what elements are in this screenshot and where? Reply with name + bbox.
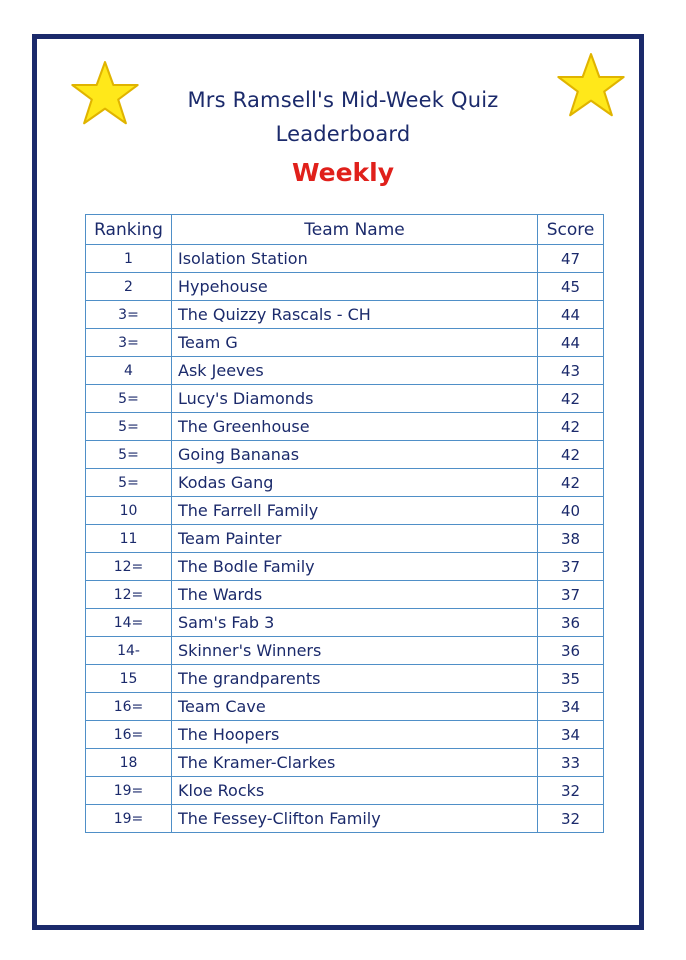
- rank-cell: 12=: [86, 581, 172, 609]
- table-row: [86, 441, 604, 469]
- rank-cell: 5=: [86, 469, 172, 497]
- score-cell: 37: [538, 581, 604, 609]
- score-cell: 36: [538, 609, 604, 637]
- rank-cell: 18: [86, 749, 172, 777]
- score-cell: 38: [538, 525, 604, 553]
- table-row: [86, 609, 604, 637]
- team-name-cell: Hypehouse: [172, 273, 538, 301]
- rank-cell: 15: [86, 665, 172, 693]
- score-cell: 34: [538, 721, 604, 749]
- score-cell: 44: [538, 301, 604, 329]
- table-row: [86, 385, 604, 413]
- team-name-cell: The Kramer-Clarkes: [172, 749, 538, 777]
- table-row: [86, 413, 604, 441]
- rank-cell: 1: [86, 245, 172, 273]
- column-header-ranking: Ranking: [86, 215, 172, 245]
- score-cell: 32: [538, 805, 604, 833]
- leaderboard-table: [85, 214, 604, 833]
- rank-cell: 16=: [86, 693, 172, 721]
- team-name-cell: The Quizzy Rascals - CH: [172, 301, 538, 329]
- table-row: [86, 329, 604, 357]
- table-row: [86, 553, 604, 581]
- team-name-cell: The Wards: [172, 581, 538, 609]
- rank-cell: 5=: [86, 441, 172, 469]
- team-name-cell: Kodas Gang: [172, 469, 538, 497]
- team-name-cell: Team G: [172, 329, 538, 357]
- table-row: [86, 581, 604, 609]
- score-cell: 40: [538, 497, 604, 525]
- table-row: [86, 637, 604, 665]
- team-name-cell: Sam's Fab 3: [172, 609, 538, 637]
- table-row: [86, 749, 604, 777]
- team-name-cell: Kloe Rocks: [172, 777, 538, 805]
- score-cell: 35: [538, 665, 604, 693]
- team-name-cell: The Fessey-Clifton Family: [172, 805, 538, 833]
- score-cell: 33: [538, 749, 604, 777]
- table-row: [86, 469, 604, 497]
- team-name-cell: Skinner's Winners: [172, 637, 538, 665]
- score-cell: 32: [538, 777, 604, 805]
- table-row: [86, 245, 604, 273]
- rank-cell: 4: [86, 357, 172, 385]
- score-cell: 36: [538, 637, 604, 665]
- score-cell: 37: [538, 553, 604, 581]
- table-row: [86, 273, 604, 301]
- column-header-score: Score: [538, 215, 604, 245]
- rank-cell: 19=: [86, 805, 172, 833]
- table-row: [86, 777, 604, 805]
- rank-cell: 19=: [86, 777, 172, 805]
- table-row: [86, 525, 604, 553]
- team-name-cell: Going Bananas: [172, 441, 538, 469]
- score-cell: 42: [538, 385, 604, 413]
- score-cell: 43: [538, 357, 604, 385]
- team-name-cell: Ask Jeeves: [172, 357, 538, 385]
- table-row: [86, 497, 604, 525]
- table-row: [86, 665, 604, 693]
- rank-cell: 16=: [86, 721, 172, 749]
- score-cell: 42: [538, 441, 604, 469]
- table-header-row: [86, 215, 604, 245]
- table-body: [86, 245, 604, 833]
- score-cell: 44: [538, 329, 604, 357]
- team-name-cell: The grandparents: [172, 665, 538, 693]
- rank-cell: 11: [86, 525, 172, 553]
- team-name-cell: The Bodle Family: [172, 553, 538, 581]
- rank-cell: 12=: [86, 553, 172, 581]
- rank-cell: 14=: [86, 609, 172, 637]
- team-name-cell: Lucy's Diamonds: [172, 385, 538, 413]
- rank-cell: 10: [86, 497, 172, 525]
- rank-cell: 5=: [86, 413, 172, 441]
- table-row: [86, 805, 604, 833]
- page-title-leaderboard: Leaderboard: [275, 122, 411, 146]
- score-cell: 47: [538, 245, 604, 273]
- team-name-cell: The Farrell Family: [172, 497, 538, 525]
- team-name-cell: Isolation Station: [172, 245, 538, 273]
- rank-cell: 3=: [86, 329, 172, 357]
- table-row: [86, 693, 604, 721]
- score-cell: 45: [538, 273, 604, 301]
- table-row: [86, 721, 604, 749]
- rank-cell: 2: [86, 273, 172, 301]
- team-name-cell: The Hoopers: [172, 721, 538, 749]
- team-name-cell: Team Painter: [172, 525, 538, 553]
- score-cell: 42: [538, 469, 604, 497]
- team-name-cell: The Greenhouse: [172, 413, 538, 441]
- rank-cell: 3=: [86, 301, 172, 329]
- team-name-cell: Team Cave: [172, 693, 538, 721]
- table-row: [86, 301, 604, 329]
- score-cell: 42: [538, 413, 604, 441]
- column-header-team-name: Team Name: [172, 215, 538, 245]
- page-title: Mrs Ramsell's Mid-Week Quiz: [187, 88, 499, 112]
- period-subtitle: Weekly: [291, 158, 395, 187]
- rank-cell: 5=: [86, 385, 172, 413]
- table-row: [86, 357, 604, 385]
- rank-cell: 14-: [86, 637, 172, 665]
- score-cell: 34: [538, 693, 604, 721]
